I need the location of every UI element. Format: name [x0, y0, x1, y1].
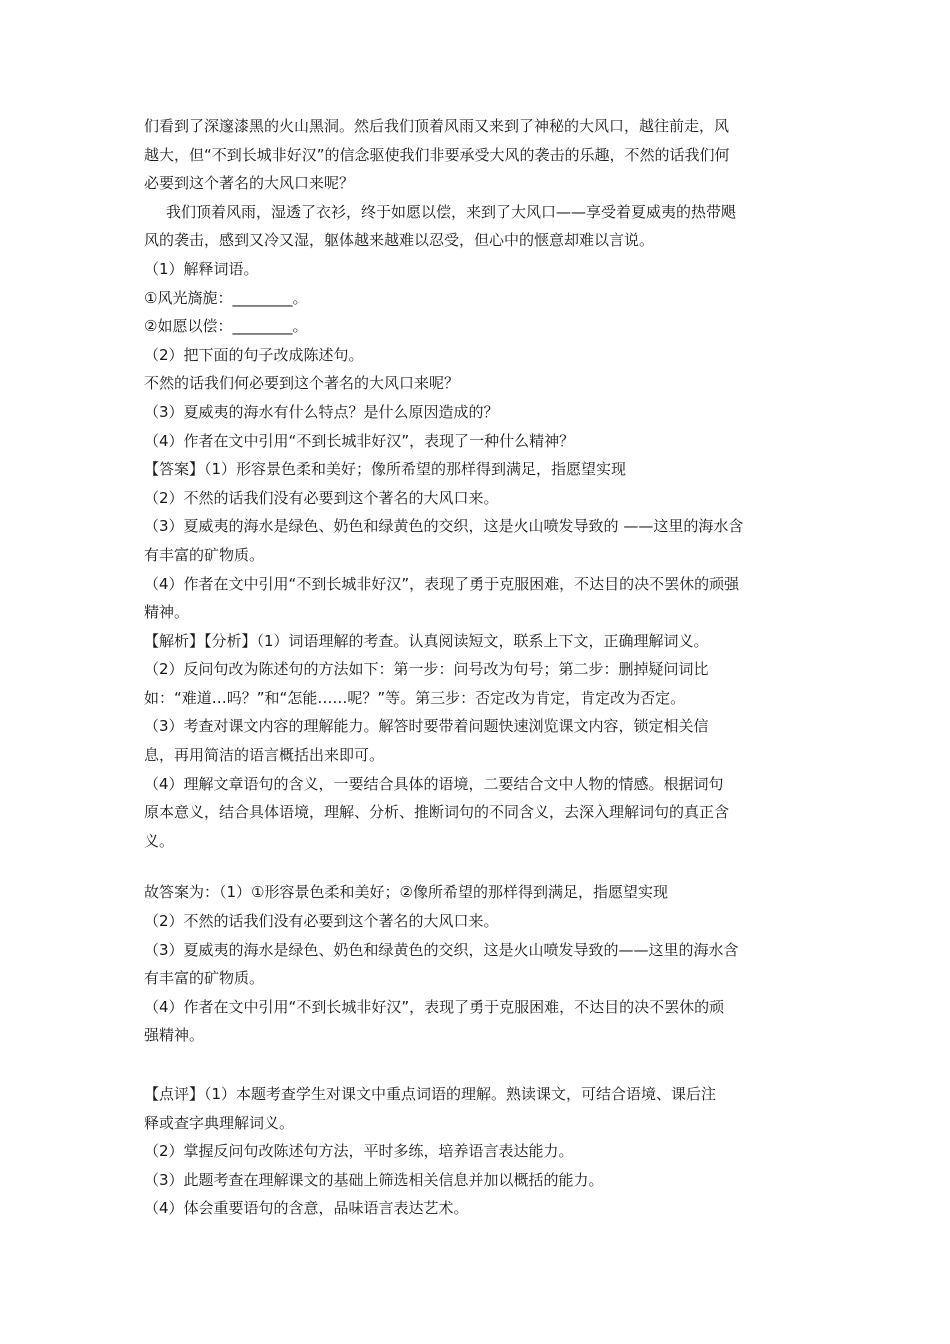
question-line: （1）解释词语。	[144, 259, 259, 278]
passage-line: 风的袭击，感到又冷又湿，躯体越来越难以忍受，但心中的惬意却难以言说。	[144, 231, 655, 250]
section-spacer	[144, 855, 810, 878]
passage-line: 必要到这个著名的大风口来呢？	[144, 174, 355, 193]
analysis-line: 义。	[144, 831, 175, 850]
final-answer-section	[144, 878, 810, 1050]
passage-line: 们看到了深邃漆黑的火山黑洞。然后我们顶着风雨又来到了神秘的大风口，越往前走，风	[144, 117, 730, 135]
analysis-line: 息，再用简洁的语言概括出来即可。	[144, 746, 385, 765]
answer-section	[144, 455, 810, 627]
final-answer-line: （2）不然的话我们没有必要到这个著名的大风口来。	[144, 912, 499, 931]
final-answer-line: （3）夏威夷的海水是绿色、奶色和绿黄色的交织，这是火山喷发导致的——这里的海水含	[144, 940, 739, 959]
question-line: 不然的话我们何必要到这个著名的大风口来呢？	[144, 374, 460, 393]
passage-line: 越大，但“不到长城非好汉”的信念驱使我们非要承受大风的袭击的乐趣，不然的话我们何	[144, 145, 730, 164]
document-page	[144, 112, 810, 1223]
answer-line: 精神。	[144, 603, 190, 622]
question-line: ①风光旖旎：________。	[144, 288, 308, 307]
final-answer-line: 强精神。	[144, 1026, 205, 1045]
question-line: ②如愿以偿：________。	[144, 317, 308, 336]
answer-line: 有丰富的矿物质。	[144, 545, 265, 564]
analysis-line: 如：“难道…吗？”和“怎能……呢？”等。第三步：否定改为肯定，肯定改为否定。	[144, 688, 686, 707]
answer-line: （2）不然的话我们没有必要到这个著名的大风口来。	[144, 488, 499, 507]
section-spacer	[144, 1050, 810, 1080]
final-answer-line: 故答案为：（1）①形容景色柔和美好；②像所希望的那样得到满足，指愿望实现	[144, 883, 668, 902]
comment-section	[144, 1080, 810, 1223]
comment-line: 释或查字典理解词义。	[144, 1113, 295, 1132]
analysis-section	[144, 627, 810, 856]
comment-line: 【点评】（1）本题考查学生对课文中重点词语的理解。熟读课文，可结合语境、课后注	[144, 1085, 717, 1103]
final-answer-line: （4）作者在文中引用“不到长城非好汉”，表现了勇于克服困难，不达目的决不罢休的顽	[144, 997, 725, 1016]
questions-section	[144, 255, 810, 455]
analysis-line: （3）考查对课文内容的理解能力。解答时要带着问题快速浏览课文内容，锁定相关信	[144, 717, 709, 736]
answer-line: （3）夏威夷的海水是绿色、奶色和绿黄色的交织，这是火山喷发导致的 ——这里的海水含	[144, 517, 744, 536]
passage-line: 我们顶着风雨，湿透了衣衫，终于如愿以偿，来到了大风口——享受着夏威夷的热带飓	[166, 202, 737, 221]
question-line: （4）作者在文中引用“不到长城非好汉”，表现了一种什么精神？	[144, 431, 575, 450]
passage-section	[144, 112, 810, 255]
analysis-line: 【解析】【分析】（1）词语理解的考查。认真阅读短文，联系上下文，正确理解词义。	[144, 631, 709, 650]
comment-line: （2）掌握反问句改陈述句方法，平时多练，培养语言表达能力。	[144, 1142, 574, 1161]
question-line: （2）把下面的句子改成陈述句。	[144, 345, 364, 364]
comment-line: （4）体会重要语句的含意，品味语言表达艺术。	[144, 1199, 469, 1218]
question-line: （3）夏威夷的海水有什么特点？是什么原因造成的？	[144, 402, 499, 421]
analysis-line: （4）理解文章语句的含义，一要结合具体的语境，二要结合文中人物的情感。根据词句	[144, 774, 724, 793]
answer-line: （4）作者在文中引用“不到长城非好汉”，表现了勇于克服困难，不达目的决不罢休的顽强	[144, 574, 740, 593]
comment-line: （3）此题考查在理解课文的基础上筛选相关信息并加以概括的能力。	[144, 1170, 604, 1189]
final-answer-line: 有丰富的矿物质。	[144, 969, 265, 988]
analysis-line: 原本意义，结合具体语境，理解、分析、推断词句的不同含义，去深入理解词句的真正含	[144, 803, 730, 822]
answer-line: 【答案】（1）形容景色柔和美好；像所希望的那样得到满足，指愿望实现	[144, 460, 627, 479]
analysis-line: （2）反问句改为陈述句的方法如下：第一步：问号改为句号；第二步：删掉疑问词比	[144, 660, 709, 679]
